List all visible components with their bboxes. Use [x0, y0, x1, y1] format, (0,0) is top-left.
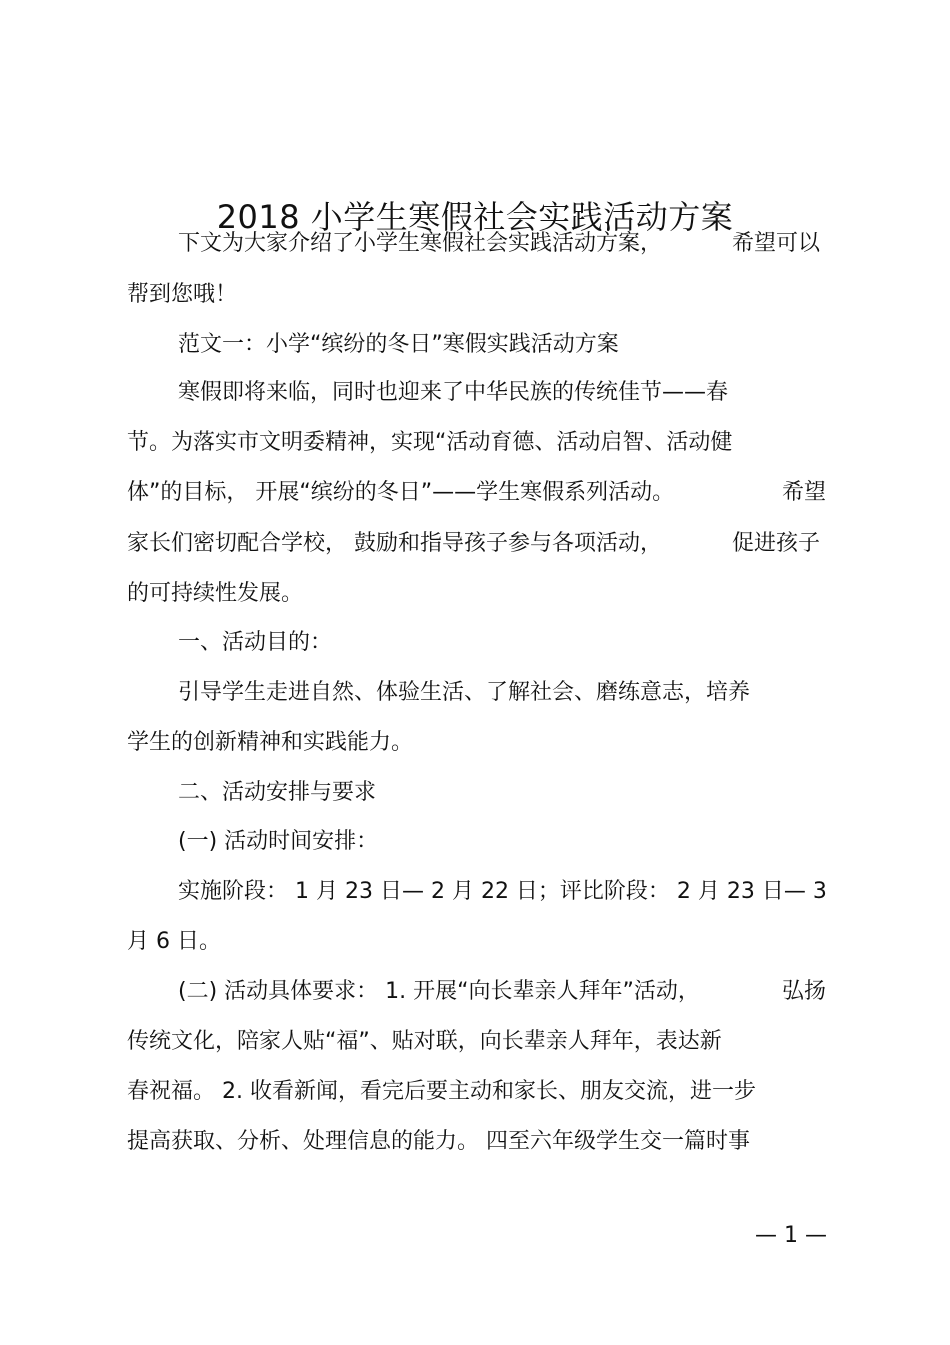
paragraph-line-right: 促进孩子: [732, 531, 821, 556]
section-heading: 一、活动目的：: [178, 630, 333, 655]
paragraph-line: 下文为大家介绍了小学生寒假社会实践活动方案，: [178, 231, 663, 256]
page-number: — 1 —: [755, 1223, 827, 1248]
subsection-heading: (一) 活动时间安排：: [178, 829, 379, 854]
section-heading: 二、活动安排与要求: [178, 780, 377, 805]
paragraph-line: 传统文化，陪家人贴“福”、贴对联，向长辈亲人拜年，表达新: [127, 1029, 722, 1054]
paragraph-line-right: 弘扬: [782, 979, 827, 1004]
paragraph-line: 节。为落实市文明委精神，实现“活动育德、活动启智、活动健: [127, 430, 733, 455]
document-title: 2018 小学生寒假社会实践活动方案: [216, 198, 734, 237]
paragraph-line: 月 6 日。: [127, 929, 221, 954]
paragraph-line: 的可持续性发展。: [127, 581, 304, 606]
paragraph-line: 引导学生走进自然、体验生活、了解社会、磨练意志，培养: [178, 680, 751, 705]
paragraph-line-right: 希望: [782, 480, 827, 505]
paragraph-line: 实施阶段： 1 月 23 日— 2 月 22 日；评比阶段： 2 月 23 日— 3: [178, 879, 827, 904]
paragraph-line: 提高获取、分析、处理信息的能力。 四至六年级学生交一篇时事: [127, 1129, 750, 1154]
paragraph-line: 家长们密切配合学校， 鼓励和指导孩子参与各项活动，: [127, 531, 662, 556]
paragraph-line: 帮到您哦！: [127, 282, 238, 307]
paragraph-line: 体”的目标， 开展“缤纷的冬日”——学生寒假系列活动。: [127, 480, 675, 505]
paragraph-line: 春祝福。 2. 收看新闻，看完后要主动和家长、朋友交流，进一步: [127, 1079, 756, 1104]
paragraph-line: (二) 活动具体要求： 1. 开展“向长辈亲人拜年”活动，: [178, 979, 700, 1004]
paragraph-line-right: 希望可以: [732, 231, 821, 256]
paragraph-line: 范文一：小学“缤纷的冬日”寒假实践活动方案: [178, 332, 619, 357]
paragraph-line: 寒假即将来临，同时也迎来了中华民族的传统佳节——春: [178, 380, 729, 405]
paragraph-line: 学生的创新精神和实践能力。: [127, 730, 414, 755]
